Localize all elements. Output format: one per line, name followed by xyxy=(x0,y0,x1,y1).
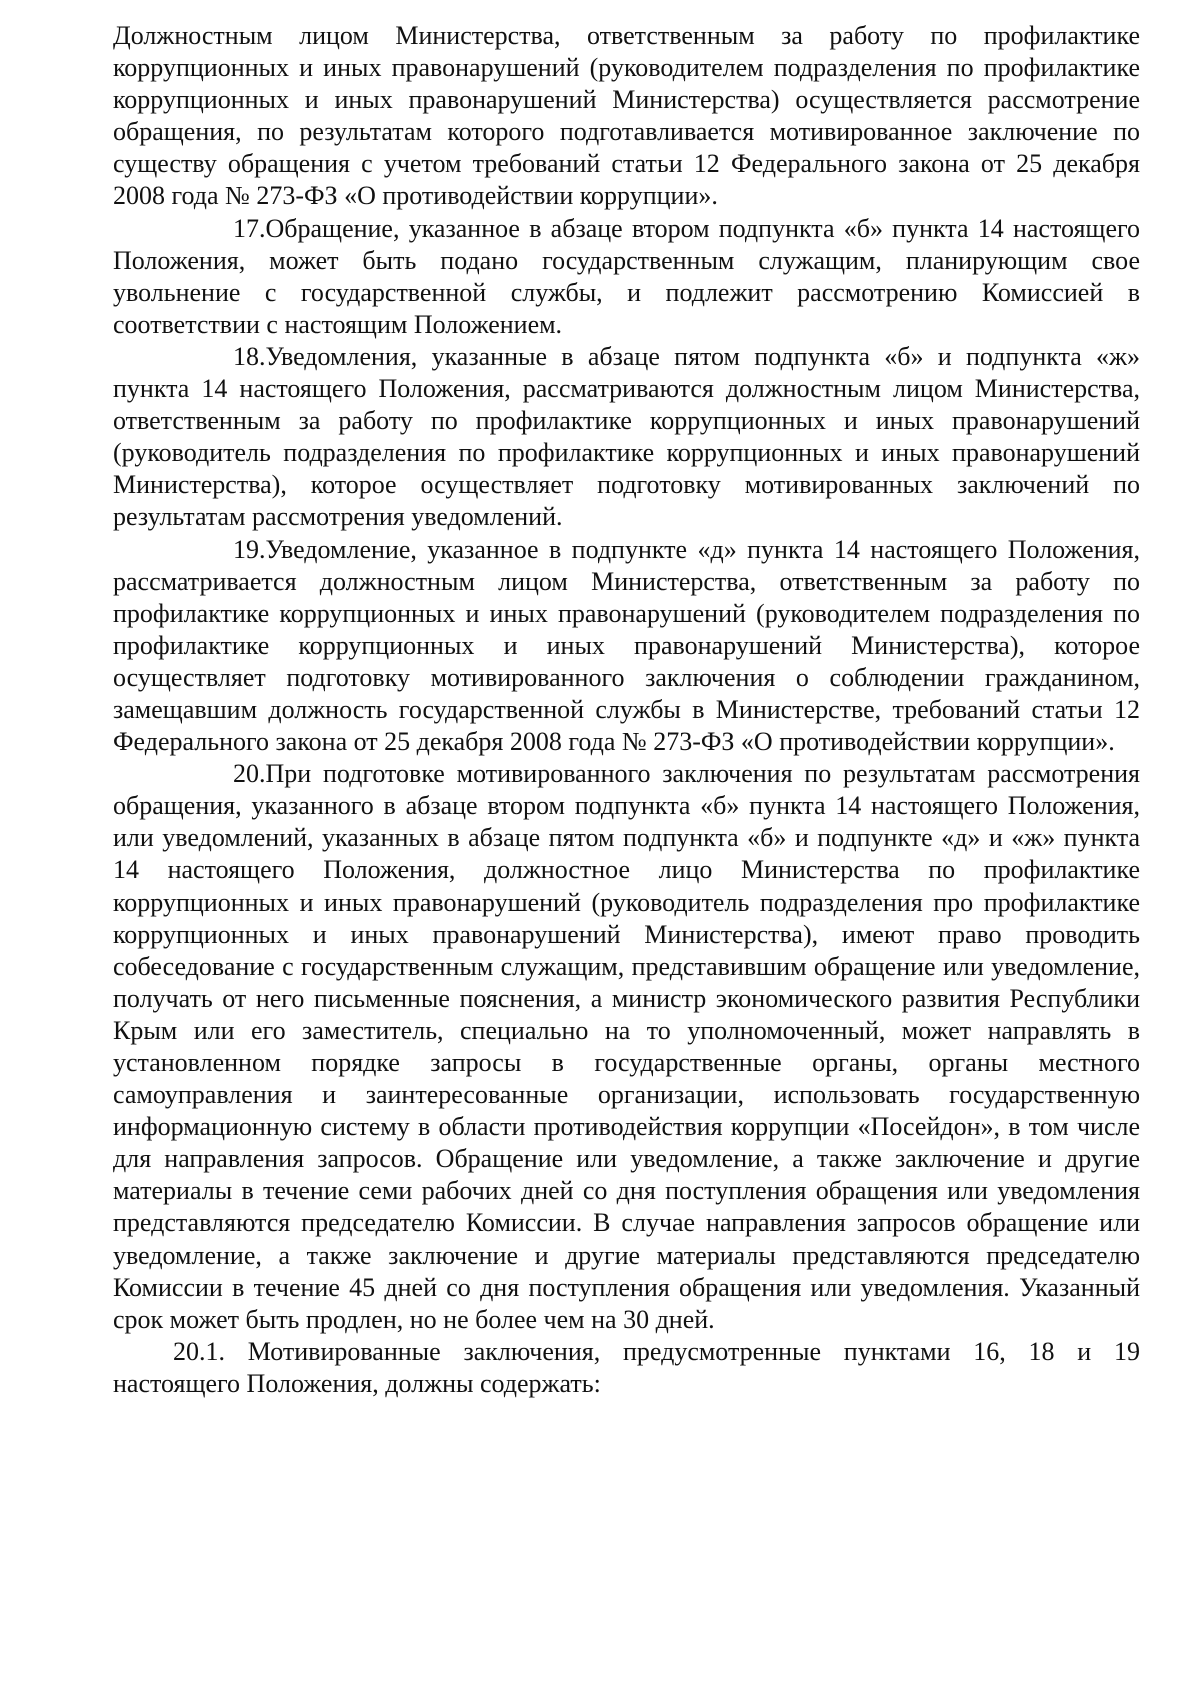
paragraph-text: При подготовке мотивированного заключения по результатам рассмотрения обращения, указанного в абзаце втором подпункта «б» пункта 14 настоящего Положения, или уведомлений, указанных в абзаце пятом подпункта «б» и подпункте «д» и «ж» пункта 14 настоящего Положения, должностное лицо Министерства по профилактике коррупционных и иных правонарушений (руководитель подразделения про профилактике коррупционных и иных правонарушений Министерства), имеют право проводить собеседование с государственным служащим, представившим обращение или уведомление, получать от него письменные пояснения, а министр экономического развития Республики Крым или его заместитель, специально на то уполномоченный, может направлять в установленном порядке запросы в государственные органы, органы местного самоуправления и заинтересованные организации, использовать государственную информационную систему в области противодействия коррупции «Посейдон», в том числе для направления запросов. Обращение или уведомление, а также заключение и другие материалы в течение семи рабочих дней со дня поступления обращения или уведомления представляются председателю Комиссии. В случае направления запросов обращение или уведомление, а также заключение и другие материалы представляются председателю Комиссии в течение 45 дней со дня поступления обращения или уведомления. Указанный срок может быть продлен, но не более чем на 30 дней. xyxy=(113,759,1140,1334)
paragraph-18 xyxy=(113,341,1140,534)
paragraph-text: Уведомление, указанное в подпункте «д» пункта 14 настоящего Положения, рассматривается должностным лицом Министерства, ответственным за работу по профилактике коррупционных и иных правонарушений (руководителем подразделения по профилактике коррупционных и иных правонарушений Министерства), которое осуществляет подготовку мотивированного заключения о соблюдении гражданином, замещавшим должность государственной службы в Министерстве, требований статьи 12 Федерального закона от 25 декабря 2008 года № 273-ФЗ «О противодействии коррупции». xyxy=(113,534,1140,757)
paragraph-text: 20.1. Мотивированные заключения, предусмотренные пунктами 16, 18 и 19 настоящего Положения, должны содержать: xyxy=(113,1336,1140,1398)
paragraph-text: Обращение, указанное в абзаце втором подпункта «б» пункта 14 настоящего Положения, может быть подано государственным служащим, планирующим свое увольнение с государственной службы, и подлежит рассмотрению Комиссией в соответствии с настоящим Положением. xyxy=(113,213,1140,339)
paragraph-16-continuation xyxy=(113,20,1140,213)
paragraph-20-1 xyxy=(113,1336,1140,1400)
paragraph-number: 18. xyxy=(233,341,266,371)
paragraph-19 xyxy=(113,534,1140,759)
paragraph-number: 19. xyxy=(233,534,266,564)
paragraph-17 xyxy=(113,213,1140,341)
paragraph-text: Уведомления, указанные в абзаце пятом подпункта «б» и подпункта «ж» пункта 14 настоящего Положения, рассматриваются должностным лицом Министерства, ответственным за работу по профилактике коррупционных и иных правонарушений (руководитель подразделения по профилактике коррупционных и иных правонарушений Министерства), которое осуществляет подготовку мотивированных заключений по результатам рассмотрения уведомлений. xyxy=(113,341,1140,532)
paragraph-text: Должностным лицом Министерства, ответственным за работу по профилактике коррупционных и иных правонарушений (руководителем подразделения по профилактике коррупционных и иных правонарушений Министерства) осуществляется рассмотрение обращения, по результатам которого подготавливается мотивированное заключение по существу обращения с учетом требований статьи 12 Федерального закона от 25 декабря 2008 года № 273-ФЗ «О противодействии коррупции». xyxy=(113,21,1140,211)
paragraph-number: 17. xyxy=(233,213,266,243)
paragraph-20 xyxy=(113,758,1140,1336)
document-body xyxy=(113,20,1140,1400)
paragraph-number: 20. xyxy=(233,759,266,789)
